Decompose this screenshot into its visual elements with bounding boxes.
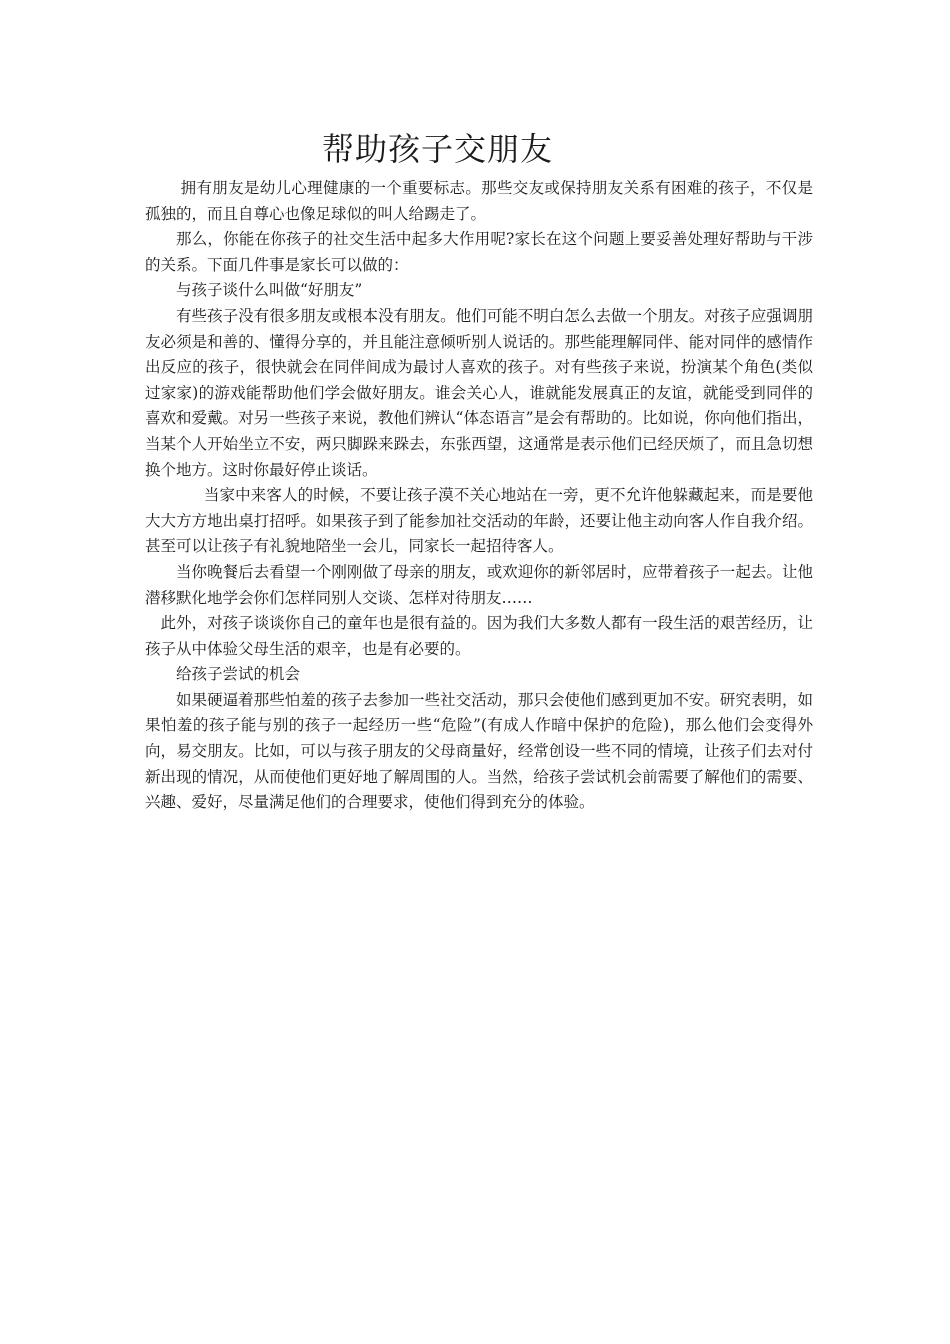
paragraph-1: 拥有朋友是幼儿心理健康的一个重要标志。那些交友或保持朋友关系有困难的孩子，不仅是孤独的，而且自尊心也像足球似的叫人给踢走了。 [145,179,813,223]
paragraph-4: 当家中来客人的时候，不要让孩子漠不关心地站在一旁，更不允许他躲藏起来，而是要他大大方方地出桌打招呼。如果孩子到了能参加社交活动的年龄，还要让他主动向客人作自我介绍。甚至可以让孩子有礼貌地陪坐一会儿，同家长一起招待客人。 [145,486,813,556]
document-title: 帮助孩子交朋友 [322,130,554,168]
paragraph-3: 有些孩子没有很多朋友或根本没有朋友。他们可能不明白怎么去做一个朋友。对孩子应强调朋友必须是和善的、懂得分享的，并且能注意倾听别人说话的。那些能理解同伴、能对同伴的感情作出反应的孩子，很快就会在同伴间成为最讨人喜欢的孩子。对有些孩子来说，扮演某个角色(类似过家家)的游戏能帮助他们学会做好朋友。谁会关心人，谁就能发展真正的友谊，就能受到同伴的喜欢和爱戴。对另一些孩子来说，教他们辨认“体态语言”是会有帮助的。比如说，你向他们指出，当某个人开始坐立不安，两只脚跺来跺去，东张西望，这通常是表示他们已经厌烦了，而且急切想换个地方。这时你最好停止谈话。 [145,306,813,479]
document-body [145,176,813,816]
paragraph-6: 此外，对孩子谈谈你自己的童年也是很有益的。因为我们大多数人都有一段生活的艰苦经历，让孩子从中体验父母生活的艰辛，也是有必要的。 [145,614,813,658]
section-heading-try-chance: 给孩子尝试的机会 [176,665,301,684]
paragraph-5: 当你晚餐后去看望一个刚刚做了母亲的朋友，或欢迎你的新邻居时，应带着孩子一起去。让他潜移默化地学会你们怎样同别人交谈、怎样对待朋友…… [145,562,813,607]
section-heading-good-friend: 与孩子谈什么叫做“好朋友” [176,281,363,300]
paragraph-2: 那么，你能在你孩子的社交生活中起多大作用呢?家长在这个问题上要妥善处理好帮助与干涉的关系。下面几件事是家长可以做的： [145,230,813,274]
paragraph-7: 如果硬逼着那些怕羞的孩子去参加一些社交活动，那只会使他们感到更加不安。研究表明，如果怕羞的孩子能与别的孩子一起经历一些“危险”(有成人作暗中保护的危险)，那么他们会变得外向，易交朋友。比如，可以与孩子朋友的父母商量好，经常创设一些不同的情境，让孩子们去对付新出现的情况，从而使他们更好地了解周围的人。当然，给孩子尝试机会前需要了解他们的需要、兴趣、爱好，尽量满足他们的合理要求，使他们得到充分的体验。 [145,690,813,812]
